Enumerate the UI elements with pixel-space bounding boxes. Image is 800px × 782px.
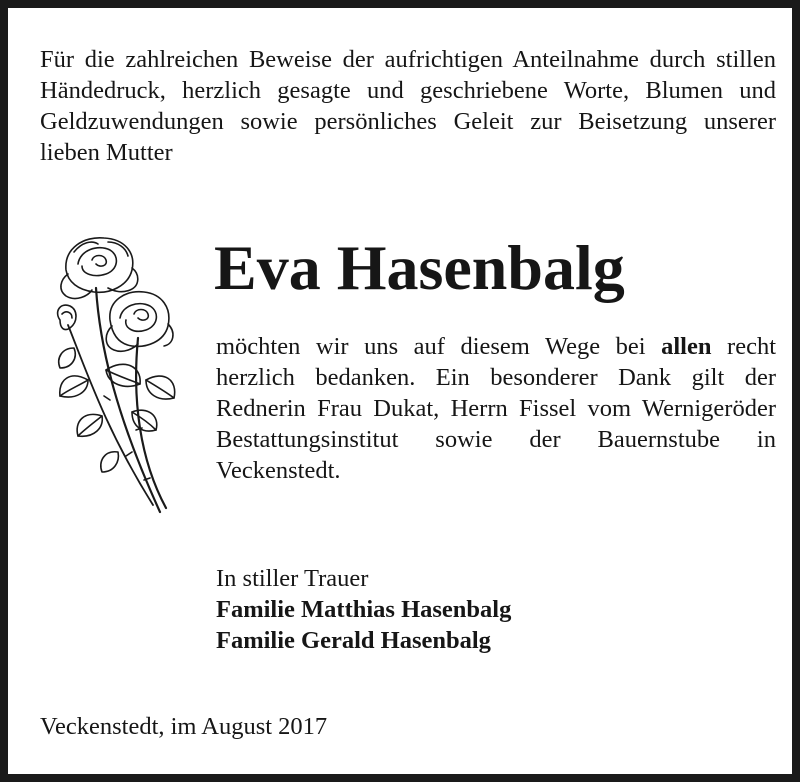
signature-block — [216, 563, 511, 656]
family-name-2: Familie Gerald Hasenbalg — [216, 627, 491, 654]
thanks-emphasis: allen — [661, 333, 712, 360]
thanks-text-before: möchten wir uns auf diesem Wege bei — [216, 333, 662, 360]
place-date: Veckenstedt, im August 2017 — [40, 713, 328, 740]
thanks-text-after: recht herzlich bedanken. Ein besonderer Dank gilt der Rednerin Frau Dukat, Herrn Fissel vom Wernigeröder Bestattungsinstitut sowie der Bauernstube in Veckenstedt. — [216, 333, 776, 484]
signature-heading: In stiller Trauer — [216, 565, 369, 592]
intro-text: Für die zahlreichen Beweise der aufrichtigen Anteilnahme durch stillen Händedruck, herzlich gesagte und geschriebene Worte, Blumen und Geldzuwendungen sowie persönliches Geleit zur Beisetzung unserer lieben Mutter — [40, 46, 776, 166]
thanks-text — [216, 331, 776, 486]
family-name-1: Familie Matthias Hasenbalg — [216, 596, 512, 623]
rose-icon — [48, 230, 183, 520]
deceased-name: Eva Hasenbalg — [214, 232, 625, 303]
